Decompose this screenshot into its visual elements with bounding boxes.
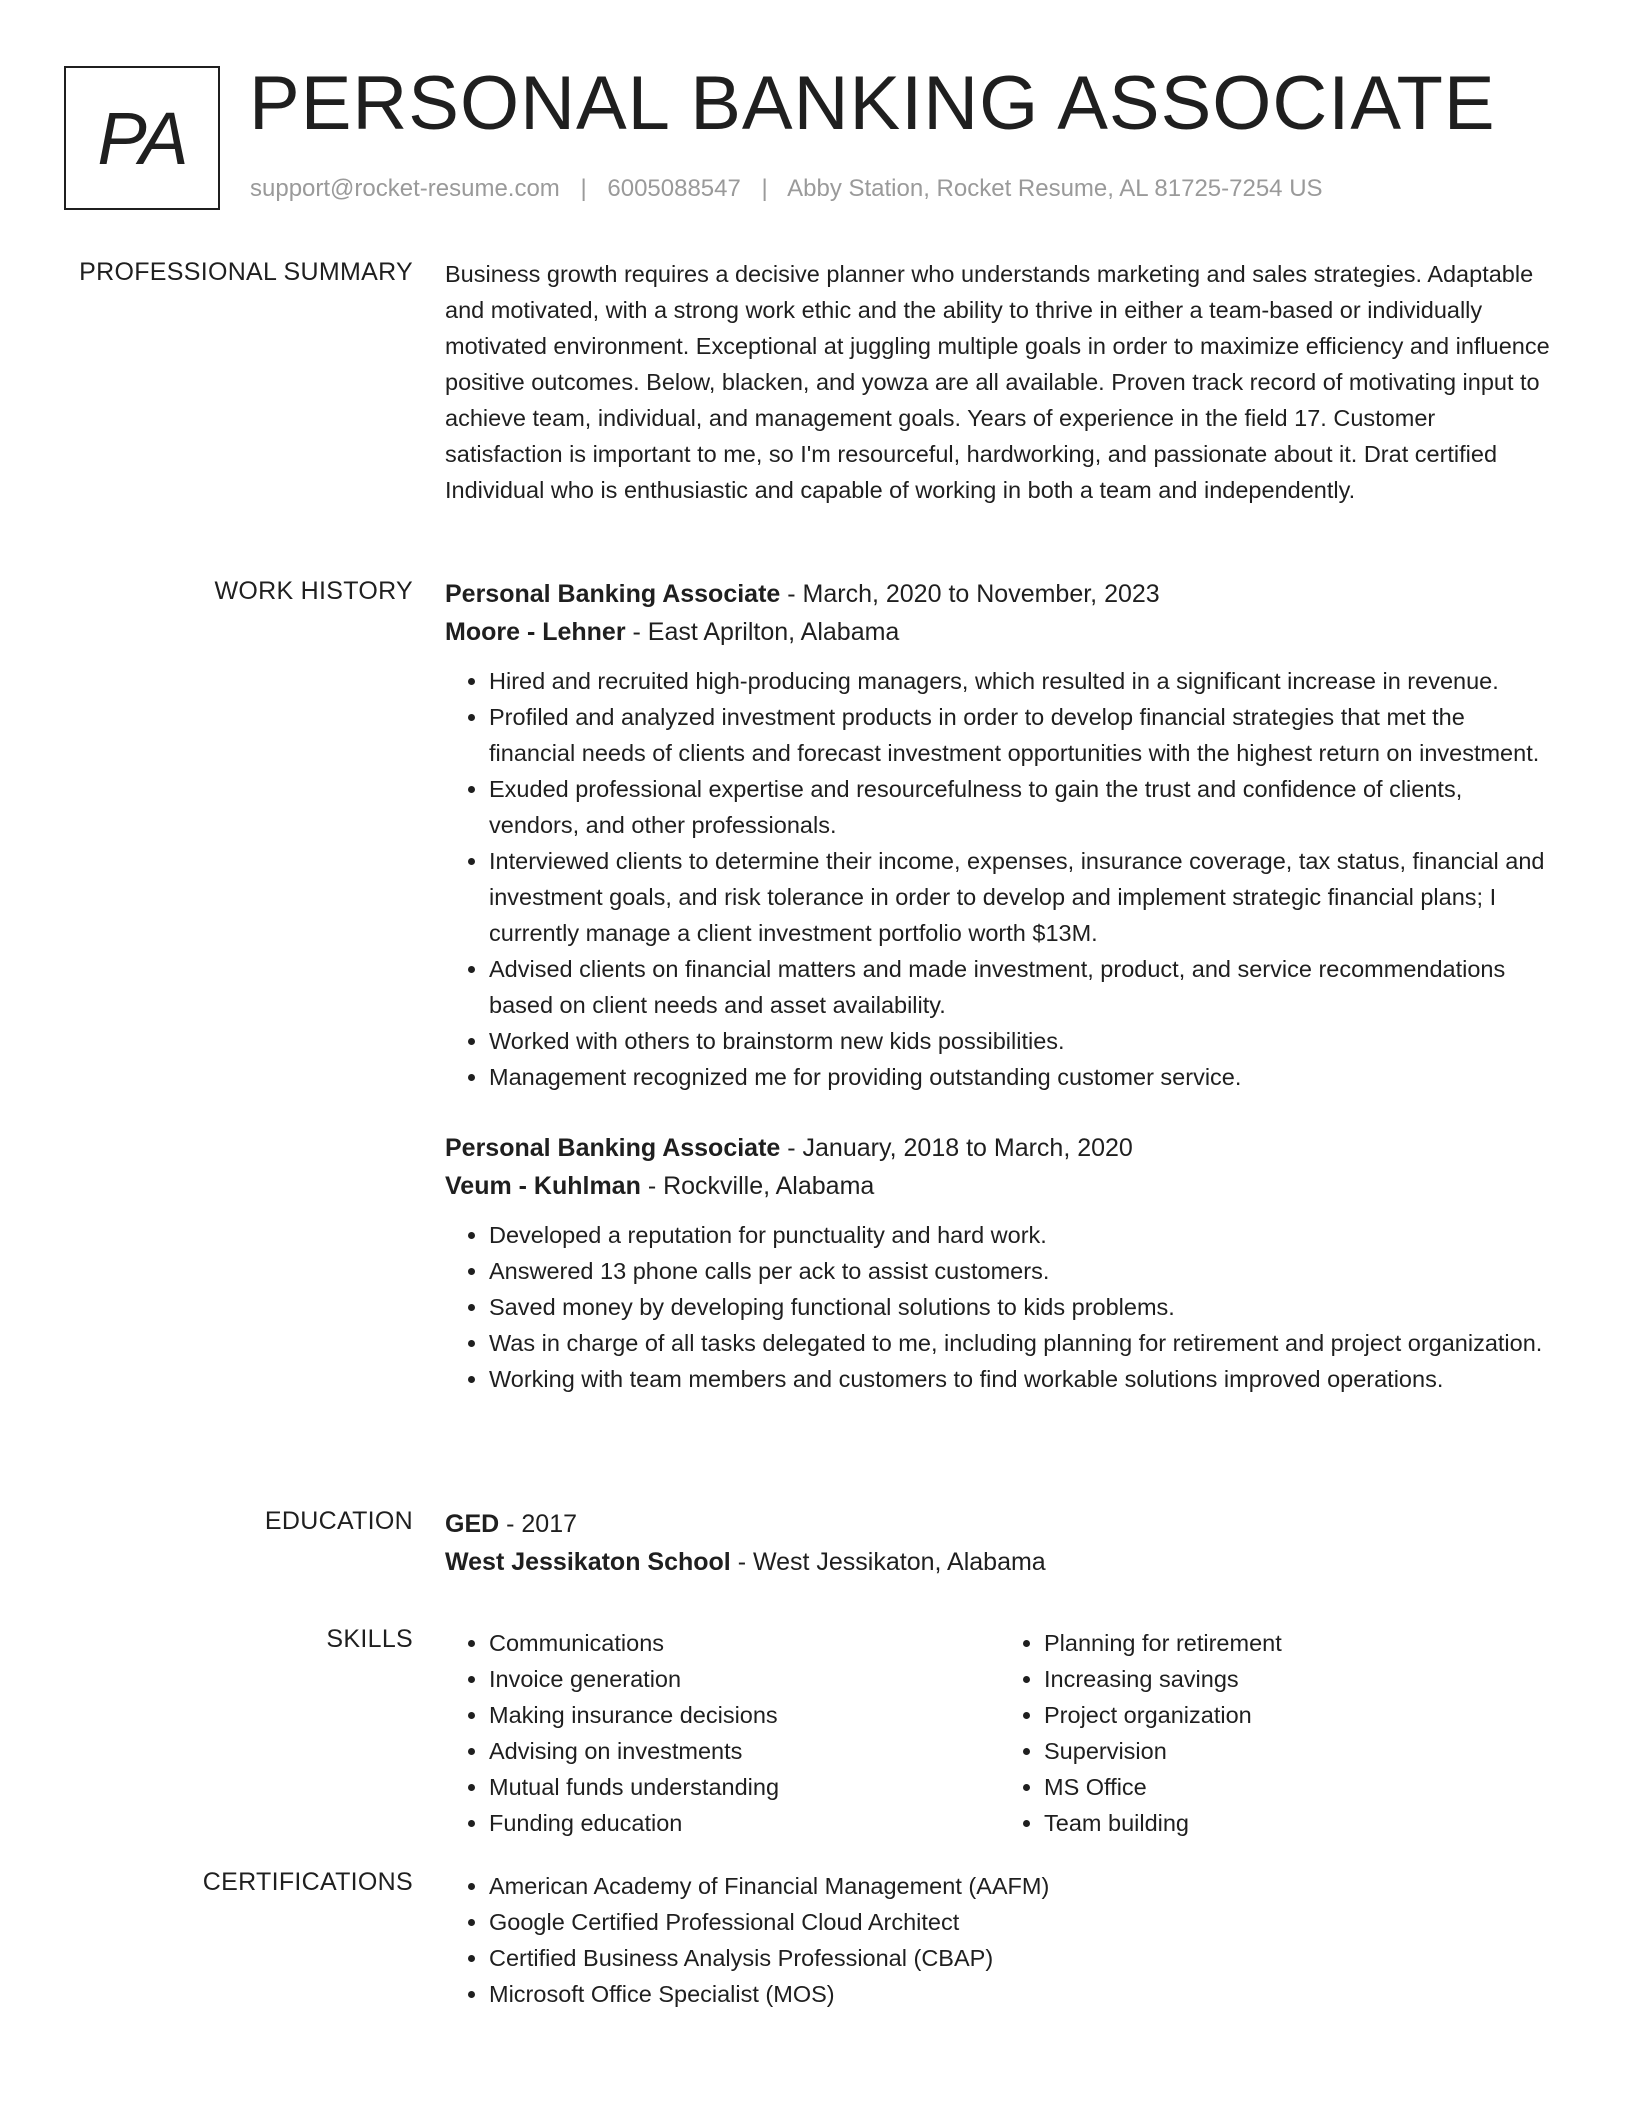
list-item: • Increasing savings	[1044, 1661, 1555, 1697]
job-bullets	[445, 663, 1555, 1095]
section-label-skills: SKILLS	[326, 1625, 413, 1653]
education-body	[445, 1505, 1555, 1581]
section-label-work-history: WORK HISTORY	[214, 577, 413, 605]
job-company: Veum - Kuhlman	[445, 1172, 641, 1200]
contact-separator: |	[761, 175, 768, 202]
list-item: • Team building	[1044, 1805, 1555, 1841]
job-entry	[445, 575, 1555, 1095]
list-item: • Planning for retirement	[1044, 1625, 1555, 1661]
list-item: • Management recognized me for providing outstanding customer service.	[489, 1059, 1555, 1095]
list-item: • Supervision	[1044, 1733, 1555, 1769]
list-item: • Funding education	[489, 1805, 1000, 1841]
contact-phone[interactable]: 6005088547	[607, 175, 741, 202]
list-item: • Exuded professional expertise and resourcefulness to gain the trust and confidence of clients, vendors, and other professionals.	[489, 771, 1555, 843]
job-title-line	[445, 1129, 1555, 1167]
skills-grid	[445, 1625, 1555, 1841]
job-location: - East Aprilton, Alabama	[625, 618, 900, 646]
skills-list-right	[1000, 1625, 1555, 1841]
education-degree: GED	[445, 1510, 500, 1538]
work-history-body	[445, 575, 1555, 1397]
job-title: Personal Banking Associate	[445, 1134, 781, 1162]
education-school-line	[445, 1543, 1555, 1581]
job-dates: - January, 2018 to March, 2020	[780, 1134, 1133, 1162]
list-item: • Mutual funds understanding	[489, 1769, 1000, 1805]
education-school: West Jessikaton School	[445, 1548, 731, 1576]
resume-title: PERSONAL BANKING ASSOCIATE	[249, 61, 1496, 146]
resume-header	[64, 61, 1584, 214]
list-item: • Worked with others to brainstorm new kids possibilities.	[489, 1023, 1555, 1059]
list-item: • Advising on investments	[489, 1733, 1000, 1769]
job-location: - Rockville, Alabama	[640, 1172, 875, 1200]
contact-email[interactable]: support@rocket-resume.com	[250, 175, 560, 202]
certifications-body	[445, 1868, 1555, 2012]
job-bullets	[445, 1217, 1555, 1397]
list-item: • Saved money by developing functional solutions to kids problems.	[489, 1289, 1555, 1325]
list-item: • Interviewed clients to determine their income, expenses, insurance coverage, tax status, financial and investment goals, and risk tolerance in order to develop and implement strategic financial plans; I currently manage a client investment portfolio worth $13M.	[489, 843, 1555, 951]
summary-body	[445, 256, 1555, 508]
list-item: • Working with team members and customers to find workable solutions improved operations.	[489, 1361, 1555, 1397]
contact-separator: |	[580, 175, 587, 202]
list-item: • Google Certified Professional Cloud Architect	[489, 1904, 1555, 1940]
section-label-education: EDUCATION	[264, 1507, 413, 1535]
certifications-list	[445, 1868, 1555, 2012]
skills-body	[445, 1625, 1555, 1841]
education-degree-line	[445, 1505, 1555, 1543]
job-entry	[445, 1129, 1555, 1397]
skills-list-left	[445, 1625, 1000, 1841]
summary-text: Business growth requires a decisive planner who understands marketing and sales strategies. Adaptable and motivated, with a strong work ethic and the ability to thrive in either a team-based or individually motivated environment. Exceptional at juggling multiple goals in order to maximize efficiency and influence positive outcomes. Below, blacken, and yowza are all available. Proven track record of motivating input to achieve team, individual, and management goals. Years of experience in the field 17. Customer satisfaction is important to me, so I'm resourceful, hardworking, and passionate about it. Drat certified Individual who is enthusiastic and capable of working in both a team and independently.	[445, 261, 1550, 503]
contact-address: Abby Station, Rocket Resume, AL 81725-7254 US	[787, 175, 1323, 202]
job-company-line	[445, 613, 1555, 651]
job-title: Personal Banking Associate	[445, 580, 781, 608]
section-label-summary: PROFESSIONAL SUMMARY	[79, 258, 413, 286]
list-item: • Advised clients on financial matters and made investment, product, and service recommendations based on client needs and asset availability.	[489, 951, 1555, 1023]
list-item: • Answered 13 phone calls per ack to assist customers.	[489, 1253, 1555, 1289]
list-item: • Invoice generation	[489, 1661, 1000, 1697]
list-item: • American Academy of Financial Management (AAFM)	[489, 1868, 1555, 1904]
monogram-logo: PA	[64, 66, 220, 210]
list-item: • Certified Business Analysis Professional (CBAP)	[489, 1940, 1555, 1976]
job-title-line	[445, 575, 1555, 613]
list-item: • Microsoft Office Specialist (MOS)	[489, 1976, 1555, 2012]
list-item: • Project organization	[1044, 1697, 1555, 1733]
list-item: • Making insurance decisions	[489, 1697, 1000, 1733]
job-company: Moore - Lehner	[445, 618, 626, 646]
job-dates: - March, 2020 to November, 2023	[780, 580, 1160, 608]
list-item: • Profiled and analyzed investment products in order to develop financial strategies that met the financial needs of clients and forecast investment opportunities with the highest return on investment.	[489, 699, 1555, 771]
list-item: • Hired and recruited high-producing managers, which resulted in a significant increase in revenue.	[489, 663, 1555, 699]
contact-line	[250, 175, 1323, 203]
list-item: • Communications	[489, 1625, 1000, 1661]
education-year: - 2017	[499, 1510, 578, 1538]
section-label-certifications: CERTIFICATIONS	[202, 1868, 413, 1896]
job-company-line	[445, 1167, 1555, 1205]
list-item: • Was in charge of all tasks delegated to me, including planning for retirement and project organization.	[489, 1325, 1555, 1361]
education-location: - West Jessikaton, Alabama	[730, 1548, 1046, 1576]
list-item: • MS Office	[1044, 1769, 1555, 1805]
list-item: • Developed a reputation for punctuality and hard work.	[489, 1217, 1555, 1253]
